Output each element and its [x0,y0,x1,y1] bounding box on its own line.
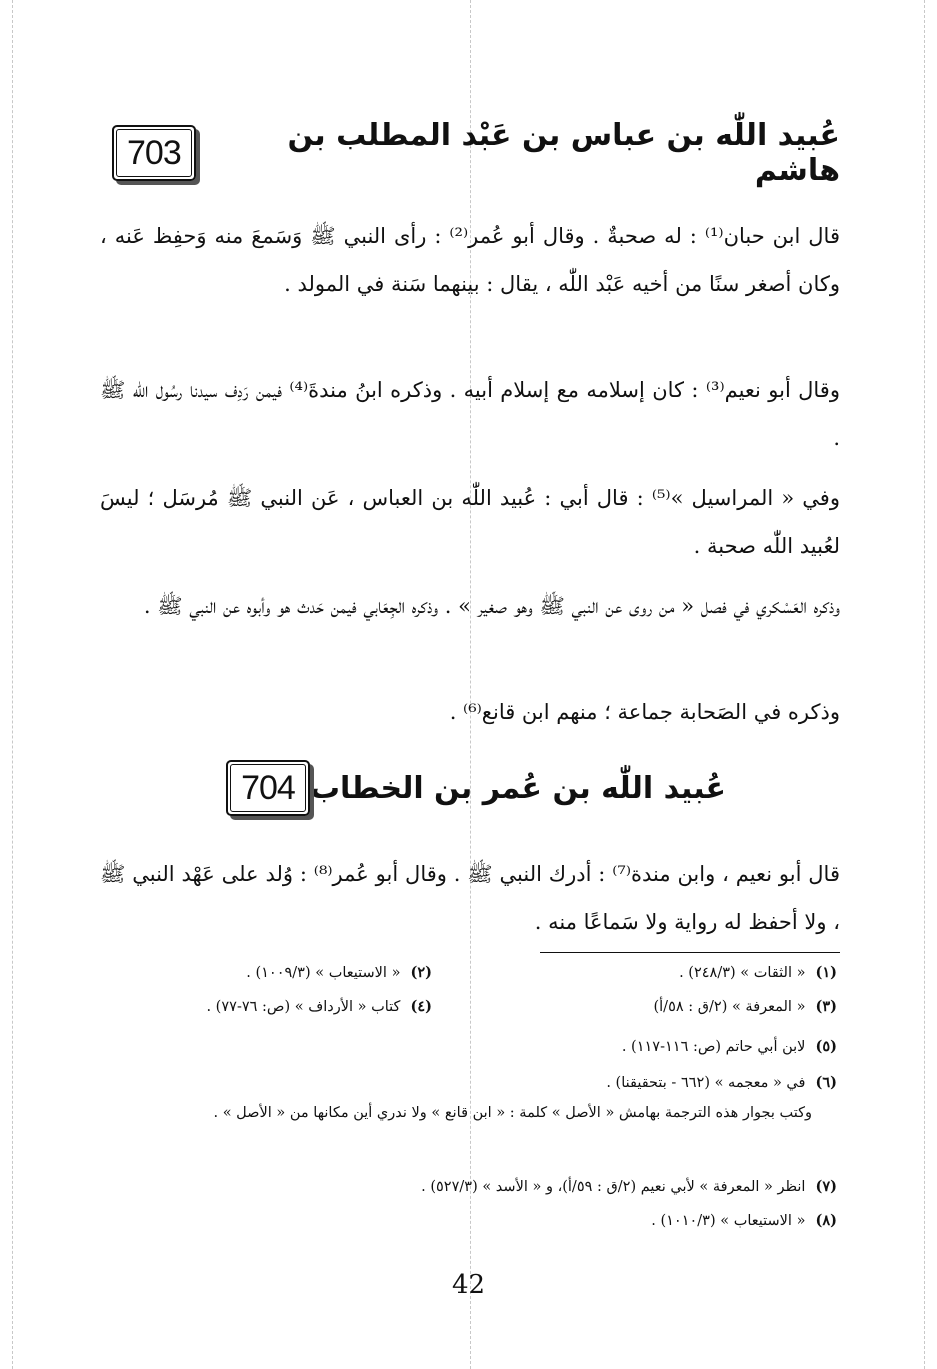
entry-paragraph: وقال أبو نعيم⁽³⁾ : كان إسلامه مع إسلام أبيه . وذكره ابنُ مندةَ⁽⁴⁾ فيمن رَدِف سيدنا رسُول اللّٰه ﷺ . [100,378,840,450]
entry-paragraph: وذكره في الصَحابة جماعة ؛ منهم ابن قانع⁽⁶⁾ . [449,700,840,724]
footnote-text: كتاب « الأرداف » (ص: ٧٦-٧٧) . [206,999,401,1015]
entry-heading-703 [100,118,840,188]
footnote [679,960,837,986]
entry-number: 703 [116,129,192,177]
footnote [206,994,432,1020]
footnote-note: وكتب بجوار هذه الترجمة بهامش « الأصل » كلمة : « ابن قانع » ولا ندري أين مكانها من « الأصل » . [213,1105,812,1121]
footnote [653,994,837,1020]
footnote-number: (٦) [815,1074,837,1091]
footnote [606,1070,837,1096]
scan-guide-line [470,0,471,1369]
footnote-separator [540,952,840,953]
entry-title: عُبيد اللّٰه بن عباس بن عَبْد المطلب بن هاشم [287,118,840,188]
footnote-number: (٥) [815,1038,837,1055]
footnote [622,1034,837,1060]
footnote-text: « الاستيعاب » (١٠٠٩/٣) . [246,965,401,981]
footnote-text: « الثقات » (٢٤٨/٣) . [679,965,806,981]
page-number: 42 [451,1270,486,1300]
entry-paragraph: قال ابن حبان⁽¹⁾ : له صحبةٌ . وقال أبو عُمر⁽²⁾ : رأى النبي ﷺ وَسَمعَ منه وَحفِظ عَنه ، وكان أصغر سنًا من أخيه عَبْد اللّٰه ، يقال : بينهما سَنة في المولد . [100,224,840,296]
scan-guide-line [12,0,13,1369]
footnote-text: « الاستيعاب » (١٠١٠/٣) . [651,1213,806,1229]
footnote-text: « المعرفة » (٢/ق : ٥٨/أ) [653,999,806,1015]
footnote-number: (٧) [815,1178,837,1195]
footnote-number: (١) [815,964,837,981]
footnote-number: (٨) [815,1212,837,1229]
entry-paragraph: قال أبو نعيم ، وابن مندة⁽⁷⁾ : أدرك النبي ﷺ . وقال أبو عُمر⁽⁸⁾ : وُلد على عَهْد النبي ﷺ ، ولا أحفظ له رواية ولا سَماعًا منه . [100,862,840,934]
footnote [246,960,432,986]
footnote-number: (٤) [410,998,432,1015]
footnote-number: (٢) [410,964,432,981]
footnote-number: (٣) [815,998,837,1015]
entry-paragraph: وفي « المراسيل »⁽⁵⁾ : قال أبي : عُبيد اللّٰه بن العباس ، عَن النبي ﷺ مُرسَل ؛ ليسَ لعُبيد اللّٰه صحبة . [100,486,840,558]
entry-heading-704 [100,760,840,816]
entry-paragraph: وذكره العَسْكري في فصل « من روى عن النبي ﷺ وهو صغير » . وذكره الجِعَابي فيمن حَدث هو وأبوه عن النبي ﷺ . [143,594,840,618]
footnote-text: لابن أبي حاتم (ص: ١١٦-١١٧) . [621,1039,806,1055]
scan-guide-line [924,0,925,1369]
entry-title: عُبيد اللّٰه بن عُمر بن الخطاب [309,770,726,806]
footnote-text: انظر « المعرفة » لأبي نعيم (٢/ق : ٥٩/أ)، و « الأسد » (٥٢٧/٣) . [421,1179,806,1195]
entry-number: 704 [230,764,306,812]
footnote [421,1174,837,1200]
entry-number-box [226,760,310,816]
entry-number-box [112,125,196,181]
footnote-text: في « معجمه » (٦٦٢ - بتحقيقنا) . [606,1075,806,1091]
footnote [651,1208,837,1234]
